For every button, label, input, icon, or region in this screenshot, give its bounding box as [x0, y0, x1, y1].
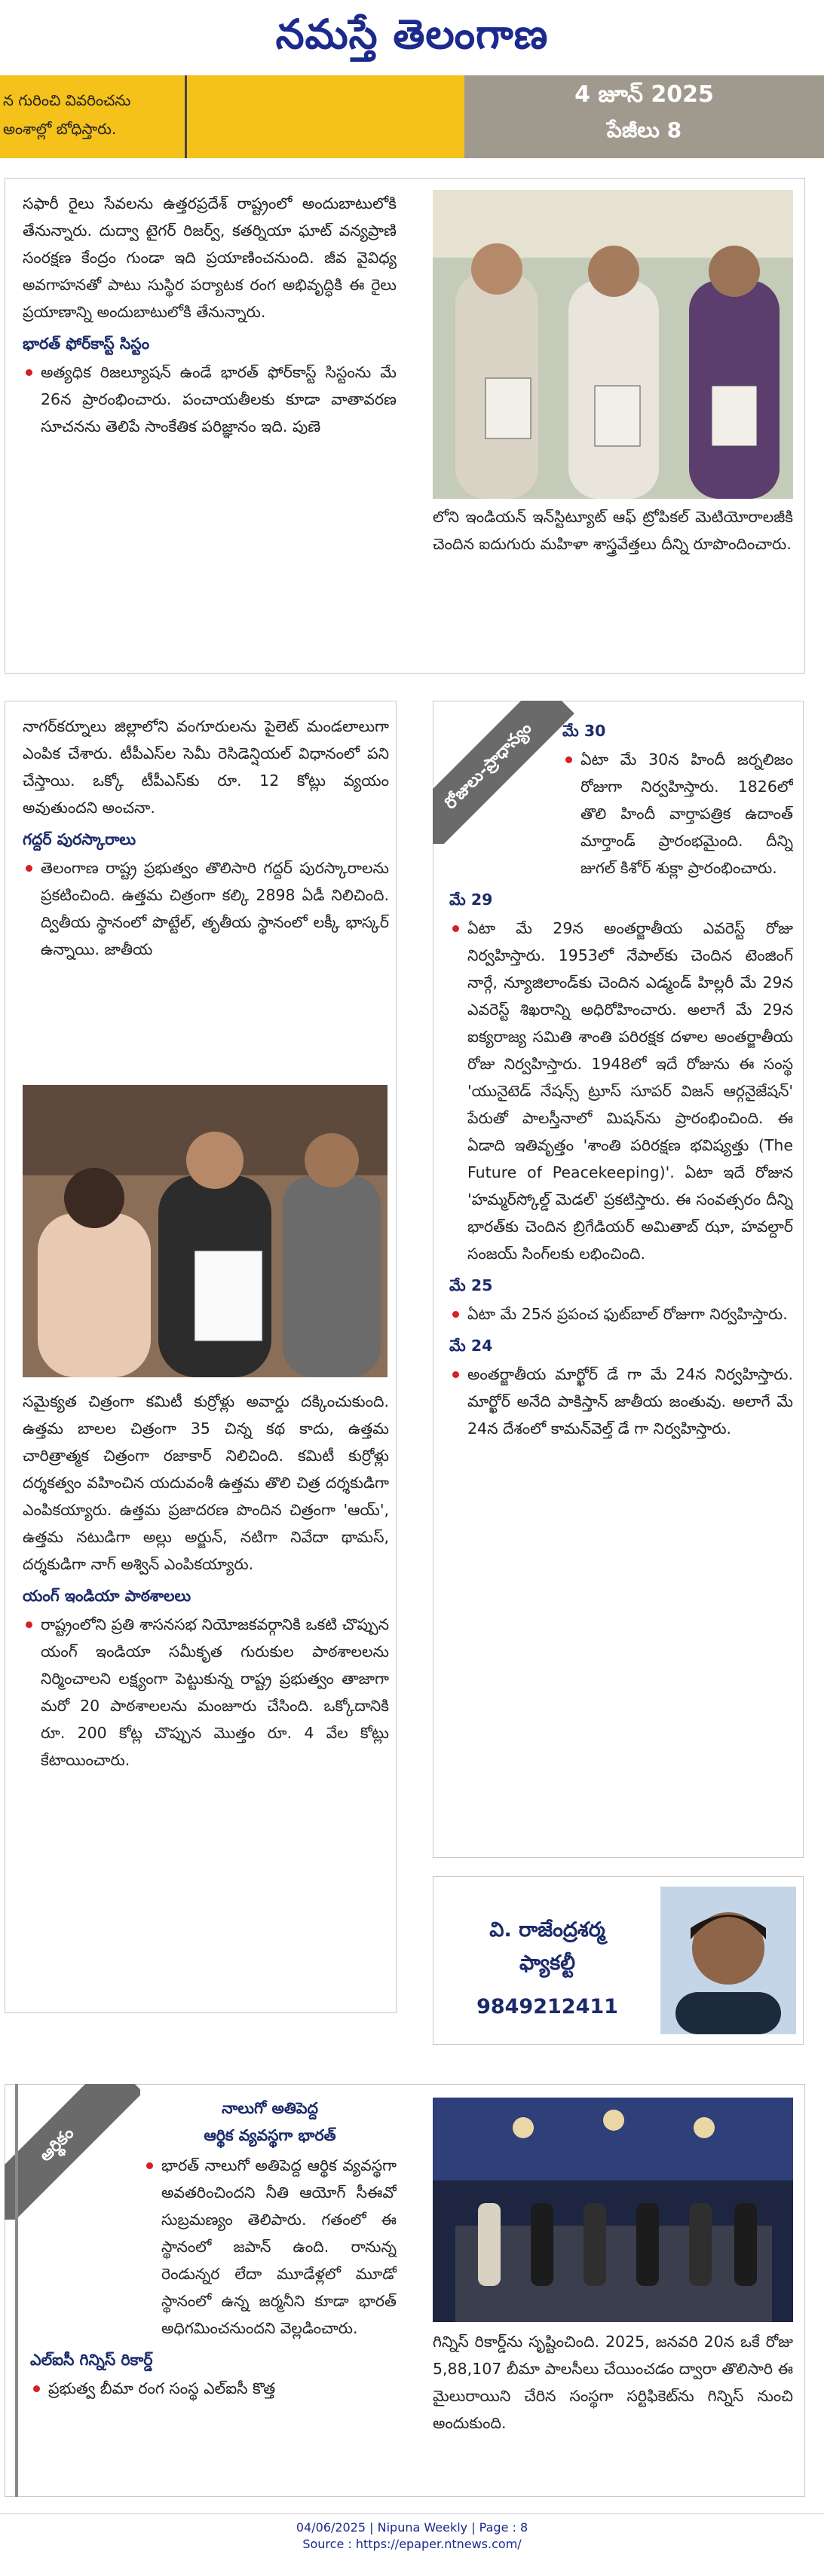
economy-left-rule — [15, 2084, 18, 2497]
photo-scientists-release — [433, 190, 793, 499]
article-2-para-1: నాగర్‌కర్నూలు జిల్లాలోని వంగూరులను పైలెట్ మండలాలుగా ఎంపిక చేశారు. టీపీఎస్‌ల సెమీ రెసిడెన్షియల్ విధానంలో పని చేస్తాయి. ఒక్కో టీపీఎస్‌కు రూ. 12 కోట్లు వ్యయం అవుతుందని అంచనా. — [23, 717, 389, 817]
photo-gaddar-awards — [23, 1085, 387, 1377]
days-column — [449, 713, 793, 1850]
photo-illustration — [433, 190, 793, 499]
article-2-subheading-2: యంగ్ ఇండియా పాఠశాలలు — [23, 1587, 191, 1605]
photo-lic-guinness — [433, 2098, 793, 2322]
days-ribbon: రోజులు-ప్రాధాన్యం — [433, 701, 574, 844]
avatar-illustration — [660, 1887, 796, 2034]
photo-1-caption — [433, 503, 793, 662]
day-text-2: ఏటా మే 29న అంతర్జాతీయ ఎవరెస్ట్ రోజు నిర్వహిస్తారు. 1953లో నేపాల్‌కు చెందిన టెంజింగ్ నార్గే, న్యూజిలాండ్‌కు చెందిన ఎడ్మండ్ హిల్లరీ మే 29న ఎవరెస్ట్ శిఖరాన్ని అధిరోహించారు. అలాగే మే 29న ఐక్యరాజ్య సమితి శాంతి పరిరక్షక దళాల అంతర్జాతీయ రోజు నిర్వహిస్తారు. 1948లో ఇదే రోజును ఈ సంస్థ 'యునైటెడ్ నేషన్స్ ట్రూస్ సూపర్ విజన్ ఆర్గనైజేషన్' పేరుతో పాలస్తీనాలో మిషన్‌ను ప్రారంభించింది. ఈ ఏడాది ఇతివృత్తం 'శాంతి పరిరక్షణ భవిష్యత్తు (The Future of Peacekeeping)'. ఏటా ఇదే రోజున 'హమ్మర్‌స్కోల్డ్ మెడల్' ప్రకటిస్తారు. ఈ సంవత్సరం దీన్ని భారత్‌కు చెందిన బ్రిగేడియర్ అమితాబ్ ఝా, హవల్దార్ సంజయ్ సింగ్‌లకు లభించింది. — [449, 915, 793, 1267]
day-label-2: మే 29 — [449, 891, 493, 909]
article-1-para: సఫారీ రైలు సేవలను ఉత్తరప్రదేశ్ రాష్ట్రంలో అందుబాటులోకి తేనున్నారు. దుద్వా టైగర్ రిజర్వ్, కతర్నియా ఘాట్ వన్యప్రాణి సంరక్షణ కేంద్రం గుండా ఇది ప్రయాణించనుంది. జీవ వైవిధ్య అవగాహనతో పాటు సుస్థిర పర్యాటక రంగ అభివృద్ధికి ఈ రైలు ప్రయాణాన్ని అందుబాటులోకి తేనున్నారు. — [23, 194, 397, 321]
banner-date-box — [464, 75, 824, 158]
day-label-3: మే 25 — [449, 1276, 493, 1294]
footer-rule — [0, 2513, 824, 2514]
day-text-1: ఏటా మే 30న హిందీ జర్నలిజం రోజుగా నిర్వహిస్తారు. 1826లో తొలి హిందీ వార్తాపత్రిక ఉదాంత్ మార్తాండ్ ప్రారంభమైంది. దీన్ని జుగల్ కిశోర్ శుక్లా ప్రారంభించారు. — [562, 746, 793, 882]
economy-subheading: ఎల్ఐసీ గిన్నిస్ రికార్డ్ — [30, 2351, 153, 2369]
contact-text — [449, 1914, 645, 2024]
issue-date: 4 జూన్ 2025 — [574, 81, 714, 108]
contact-avatar — [660, 1887, 796, 2034]
newspaper-logo: నమస్తే తెలంగాణ — [275, 11, 549, 58]
page-footer — [0, 2519, 824, 2553]
article-2-bottom — [23, 1388, 389, 2006]
contact-name: వి. రాజేంద్రశర్మ — [489, 1918, 605, 1942]
contact-phone: 9849212411 — [476, 1995, 618, 2018]
economy-bullet-1: భారత్ నాలుగో అతిపెద్ద ఆర్థిక వ్యవస్థగా అవతరించిందని నీతి ఆయోగ్ సీఈవో సుబ్రమణ్యం తెలిపారు. గతంలో ఈ స్థానంలో జపాన్ ఉంది. రానున్న రెండున్నర లేదా మూడేళ్లలో మూడో స్థానంలో ఉన్న జర్మనీని కూడా భారత్ అధిగమించనుందని వెల్లడించారు. — [143, 2152, 397, 2342]
banner-line-2: అంశాల్లో బోధిస్తారు. — [3, 120, 117, 138]
contact-role: ఫ్యాకల్టీ — [519, 1951, 576, 1975]
photo-1-caption-text: లోని ఇండియన్ ఇన్‌స్టిట్యూట్ ఆఫ్ ట్రోపికల్ మెటియోరాలజీకి చెందిన ఐదుగురు మహిళా శాస్త్రవేత్తలు దీన్ని రూపొందించారు. — [433, 508, 793, 553]
economy-ribbon: ఆర్థికం — [5, 2084, 140, 2220]
footer-line-1: 04/06/2025 | Nipuna Weekly | Page : 8 — [296, 2520, 528, 2535]
photo-lic-caption-text: గిన్నిస్ రికార్డ్‌ను సృష్టించింది. 2025, జనవరి 20న ఒకే రోజు 5,88,107 బీమా పాలసీలు చేయించడం ద్వారా తొలిసారి ఈ మైలురాయిని చేరిన సంస్థగా సర్టిఫికెట్‌ను గిన్నిస్ నుంచి అందుకుంది. — [433, 2333, 793, 2432]
masthead — [0, 0, 824, 69]
day-label-4: మే 24 — [449, 1337, 493, 1355]
banner-left-text — [0, 75, 185, 158]
article-1-bullet: అత్యధిక రిజల్యూషన్ ఉండే భారత్ ఫోర్‌కాస్ట్ సిస్టంను మే 26న ప్రారంభించారు. పంచాయతీలకు కూడా వాతావరణ సూచనను తెలిపే సాంకేతిక పరిజ్ఞానం ఇది. పుణె — [23, 359, 397, 440]
article-2-bullet-1: తెలంగాణ రాష్ట్ర ప్రభుత్వం తొలిసారి గద్దర్ పురస్కారాలను ప్రకటించింది. ఉత్తమ చిత్రంగా కల్కి 2898 ఏడీ నిలిచింది. ద్వితీయ స్థానంలో పొట్టేల్, తృతీయ స్థానంలో లక్కీ భాస్కర్ ఉన్నాయి. జాతీయ — [23, 854, 389, 963]
photo-illustration — [433, 2098, 793, 2322]
footer-source-link[interactable]: Source : https://epaper.ntnews.com/ — [302, 2537, 522, 2551]
article-1-column — [23, 190, 397, 665]
article-2-para-2: సమైక్యత చిత్రంగా కమిటీ కుర్రోళ్లు అవార్డు దక్కించుకుంది. ఉత్తమ బాలల చిత్రంగా 35 చిన్న కథ కాదు, ఉత్తమ చారిత్రాత్మక చిత్రంగా రజాకార్ నిలిచింది. కమిటీ కుర్రోళ్లు దర్శకత్వం వహించిన యదువంశీ ఉత్తమ తొలి చిత్ర దర్శకుడిగా ఎంపికయ్యారు. ఉత్తమ ప్రజాదరణ పొందిన చిత్రంగా 'ఆయ్', ఉత్తమ నటుడిగా అల్లు అర్జున్, నటిగా నివేదా థామస్, దర్శకుడిగా నాగ్ అశ్విన్ ఎంపికయ్యారు. — [23, 1392, 389, 1573]
photo-lic-caption — [433, 2328, 793, 2494]
article-2-subheading-1: గద్దర్ పురస్కారాలు — [23, 830, 136, 848]
day-text-3: ఏటా మే 25న ప్రపంచ ఫుట్‌బాల్ రోజుగా నిర్వహిస్తారు. — [449, 1300, 793, 1328]
page-count: పేజీలు 8 — [606, 118, 682, 142]
economy-heading-1: నాలుగో అతిపెద్ద — [222, 2099, 318, 2117]
article-2-bullet-2: రాష్ట్రంలోని ప్రతి శాసనసభ నియోజకవర్గానికి ఒకటి చొప్పున యంగ్ ఇండియా సమీకృత గురుకుల పాఠశాలలను నిర్మించాలని లక్ష్యంగా పెట్టుకున్న రాష్ట్ర ప్రభుత్వం తాజాగా మరో 20 పాఠశాలలను మంజూరు చేసింది. ఒక్కోదానికి రూ. 200 కోట్ల చొప్పున మొత్తం రూ. 4 వేల కోట్లు కేటాయించారు. — [23, 1611, 389, 1774]
economy-bullet-2: ప్రభుత్వ బీమా రంగ సంస్థ ఎల్ఐసీ కొత్త — [30, 2375, 397, 2402]
economy-heading-2: ఆర్థిక వ్యవస్థగా భారత్ — [204, 2126, 336, 2144]
economy-column — [30, 2152, 397, 2491]
banner-divider — [185, 75, 187, 158]
banner-line-1: న గురించి వివరించను — [3, 91, 131, 109]
article-2-top — [23, 713, 389, 1076]
article-1-subheading: భారత్ ఫోర్‌కాస్ట్ సిస్టం — [23, 335, 150, 353]
day-text-4: అంతర్జాతీయ మార్ఖోర్ డే గా మే 24న నిర్వహిస్తారు. మార్ఖోర్ అనేది పాకిస్తాన్ జాతీయ జంతువు. అలాగే మే 24న దేశంలో కామన్‌వెల్త్ డే గా నిర్వహిస్తారు. — [449, 1361, 793, 1442]
photo-illustration — [23, 1085, 387, 1377]
day-label-1: మే 30 — [562, 722, 606, 740]
economy-heading — [143, 2095, 397, 2149]
